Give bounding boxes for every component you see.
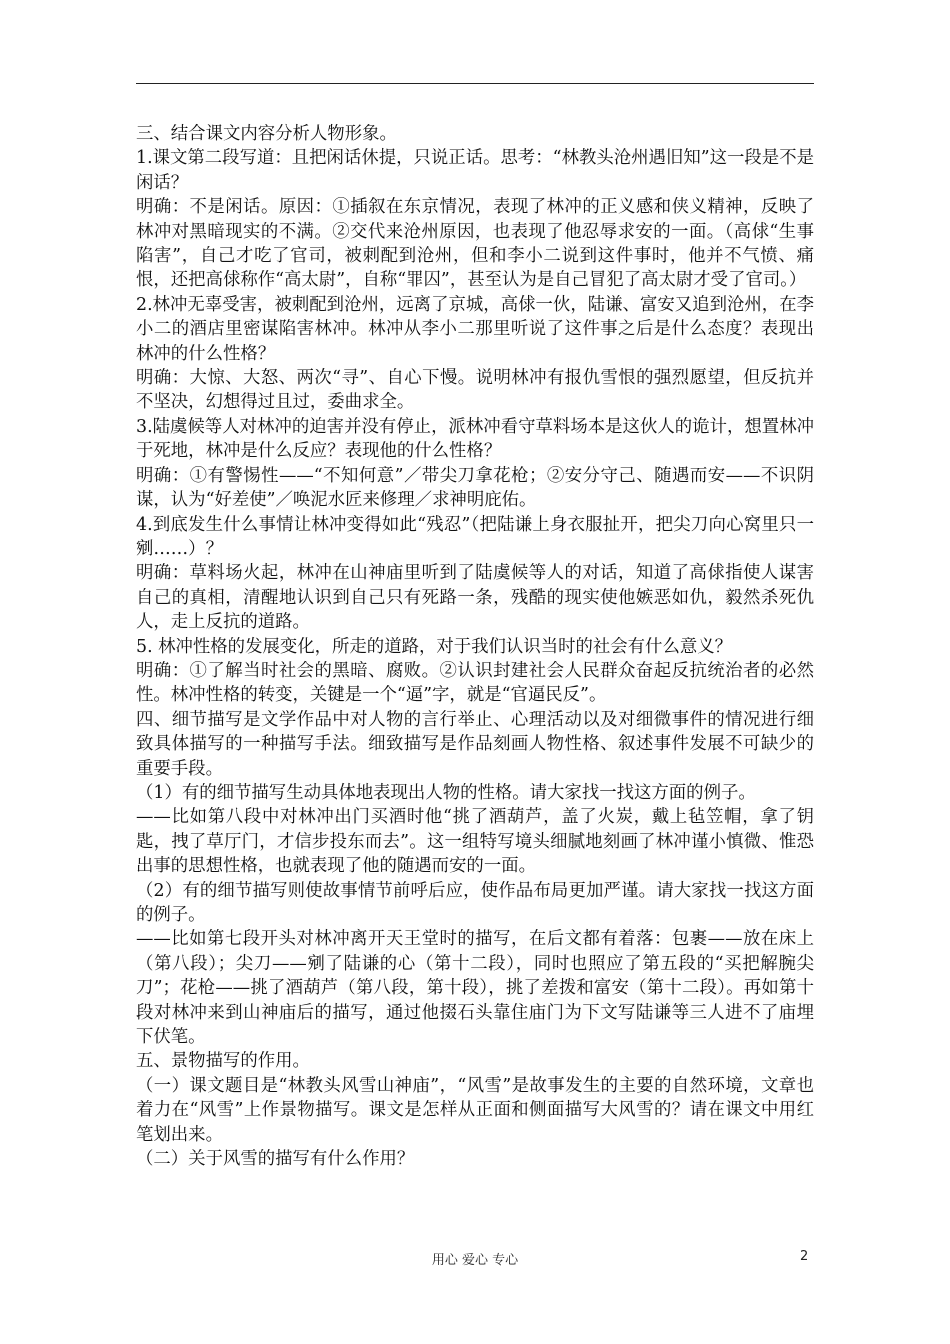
footer-motto: 用心 爱心 专心 bbox=[431, 1253, 519, 1268]
question-2: 2.林冲无辜受害，被刺配到沧州，远离了京城，高俅一伙，陆谦、富安又追到沧州，在李小二的酒店里密谋陷害林冲。林冲从李小二那里听说了这件事之后是什么态度？表现出林冲的什么性格？ bbox=[136, 294, 814, 364]
question-4: 4.到底发生什么事情让林冲变得如此“残忍”（把陆谦上身衣服扯开，把尖刀向心窝里只一剜……）？ bbox=[136, 514, 814, 559]
page-number: 2 bbox=[800, 1249, 809, 1264]
answer-5: 明确：①了解当时社会的黑暗、腐败。②认识封建社会人民群众奋起反抗统治者的必然性。林冲性格的转变，关键是一个“逼”字，就是“官逼民反”。 bbox=[136, 660, 814, 706]
detail-point-2: （2）有的细节描写则使故事情节前呼后应，使作品布局更加严谨。请大家找一找这方面的例子。 bbox=[136, 880, 814, 925]
section-heading-3: 三、结合课文内容分析人物形象。 bbox=[136, 124, 397, 144]
question-3: 3.陆虞候等人对林冲的迫害并没有停止，派林冲看守草料场本是这伙人的诡计，想置林冲于死地，林冲是什么反应？表现他的什么性格？ bbox=[136, 416, 814, 462]
detail-example-1: ——比如第八段中对林冲出门买酒时他“挑了酒葫芦，盖了火炭，戴上毡笠帽，拿了钥匙，拽了草厅门，才信步投东而去”。这一组特写境头细腻地刻画了林冲谨小慎微、惟恐出事的思想性格，也就表现了他的随遇而安的一面。 bbox=[136, 807, 814, 877]
question-5: 5. 林冲性格的发展变化，所走的道路，对于我们认识当时的社会有什么意义？ bbox=[136, 636, 733, 657]
scenery-question-2: （二）关于风雪的描写有什么作用？ bbox=[136, 1149, 415, 1170]
document-body bbox=[136, 122, 814, 1171]
detail-example-2: ——比如第七段开头对林冲离开天王堂时的描写，在后文都有着落：包裹——放在床上（第八段）；尖刀——剜了陆谦的心（第十二段），同时也照应了第五段的“买把解腕尖刀”；花枪——挑了酒葫芦（第八段，第十段），挑了差拨和富安（第十二段）。再如第十段对林冲来到山神庙后的描写，通过他掇石头靠住庙门为下文写陆谦等三人进不了庙埋下伏笔。 bbox=[136, 929, 814, 1048]
scenery-question-1: （一）课文题目是“林教头风雪山神庙”，“风雪”是故事发生的主要的自然环境，文章也着力在“风雪”上作景物描写。课文是怎样从正面和侧面描写大风雪的？请在课文中用红笔划出来。 bbox=[136, 1075, 814, 1145]
answer-3: 明确：①有警惕性——“不知何意”／带尖刀拿花枪；②安分守己、随遇而安——不识阴谋，认为“好差使”／唤泥水匠来修理／求神明庇佑。 bbox=[136, 465, 814, 511]
answer-1: 明确：不是闲话。原因：①插叙在东京情况，表现了林冲的正义感和侠义精神，反映了林冲对黑暗现实的不满。②交代来沧州原因，也表现了他忍辱求安的一面。（高俅“生事陷害”，自己才吃了官司，被刺配到沧州，但和李小二说到这件事时，他并不气愤、痛恨，还把高俅称作“高太尉”，自称“罪囚”，甚至认为是自己冒犯了高太尉才受了官司。） bbox=[136, 197, 814, 291]
question-1: 1.课文第二段写道：且把闲话休提，只说正话。思考：“林教头沧州遇旧知”这一段是不是闲话？ bbox=[136, 148, 814, 193]
section-heading-4: 四、细节描写是文学作品中对人物的言行举止、心理活动以及对细微事件的情况进行细致具体描写的一种描写手法。细致描写是作品刻画人物性格、叙述事件发展不可缺少的重要手段。 bbox=[136, 709, 814, 779]
answer-4: 明确：草料场火起，林冲在山神庙里听到了陆虞候等人的对话，知道了高俅指使人谋害自己的真相，清醒地认识到自己只有死路一条，残酷的现实使他嫉恶如仇，毅然杀死仇人，走上反抗的道路。 bbox=[136, 563, 814, 633]
header-rule bbox=[136, 83, 814, 84]
section-heading-5: 五、景物描写的作用。 bbox=[136, 1051, 310, 1072]
answer-2: 明确：大惊、大怒、两次“寻”、自心下慢。说明林冲有报仇雪恨的强烈愿望，但反抗并不坚决，幻想得过且过，委曲求全。 bbox=[136, 368, 814, 413]
detail-point-1: （1）有的细节描写生动具体地表现出人物的性格。请大家找一找这方面的例子。 bbox=[136, 782, 756, 803]
